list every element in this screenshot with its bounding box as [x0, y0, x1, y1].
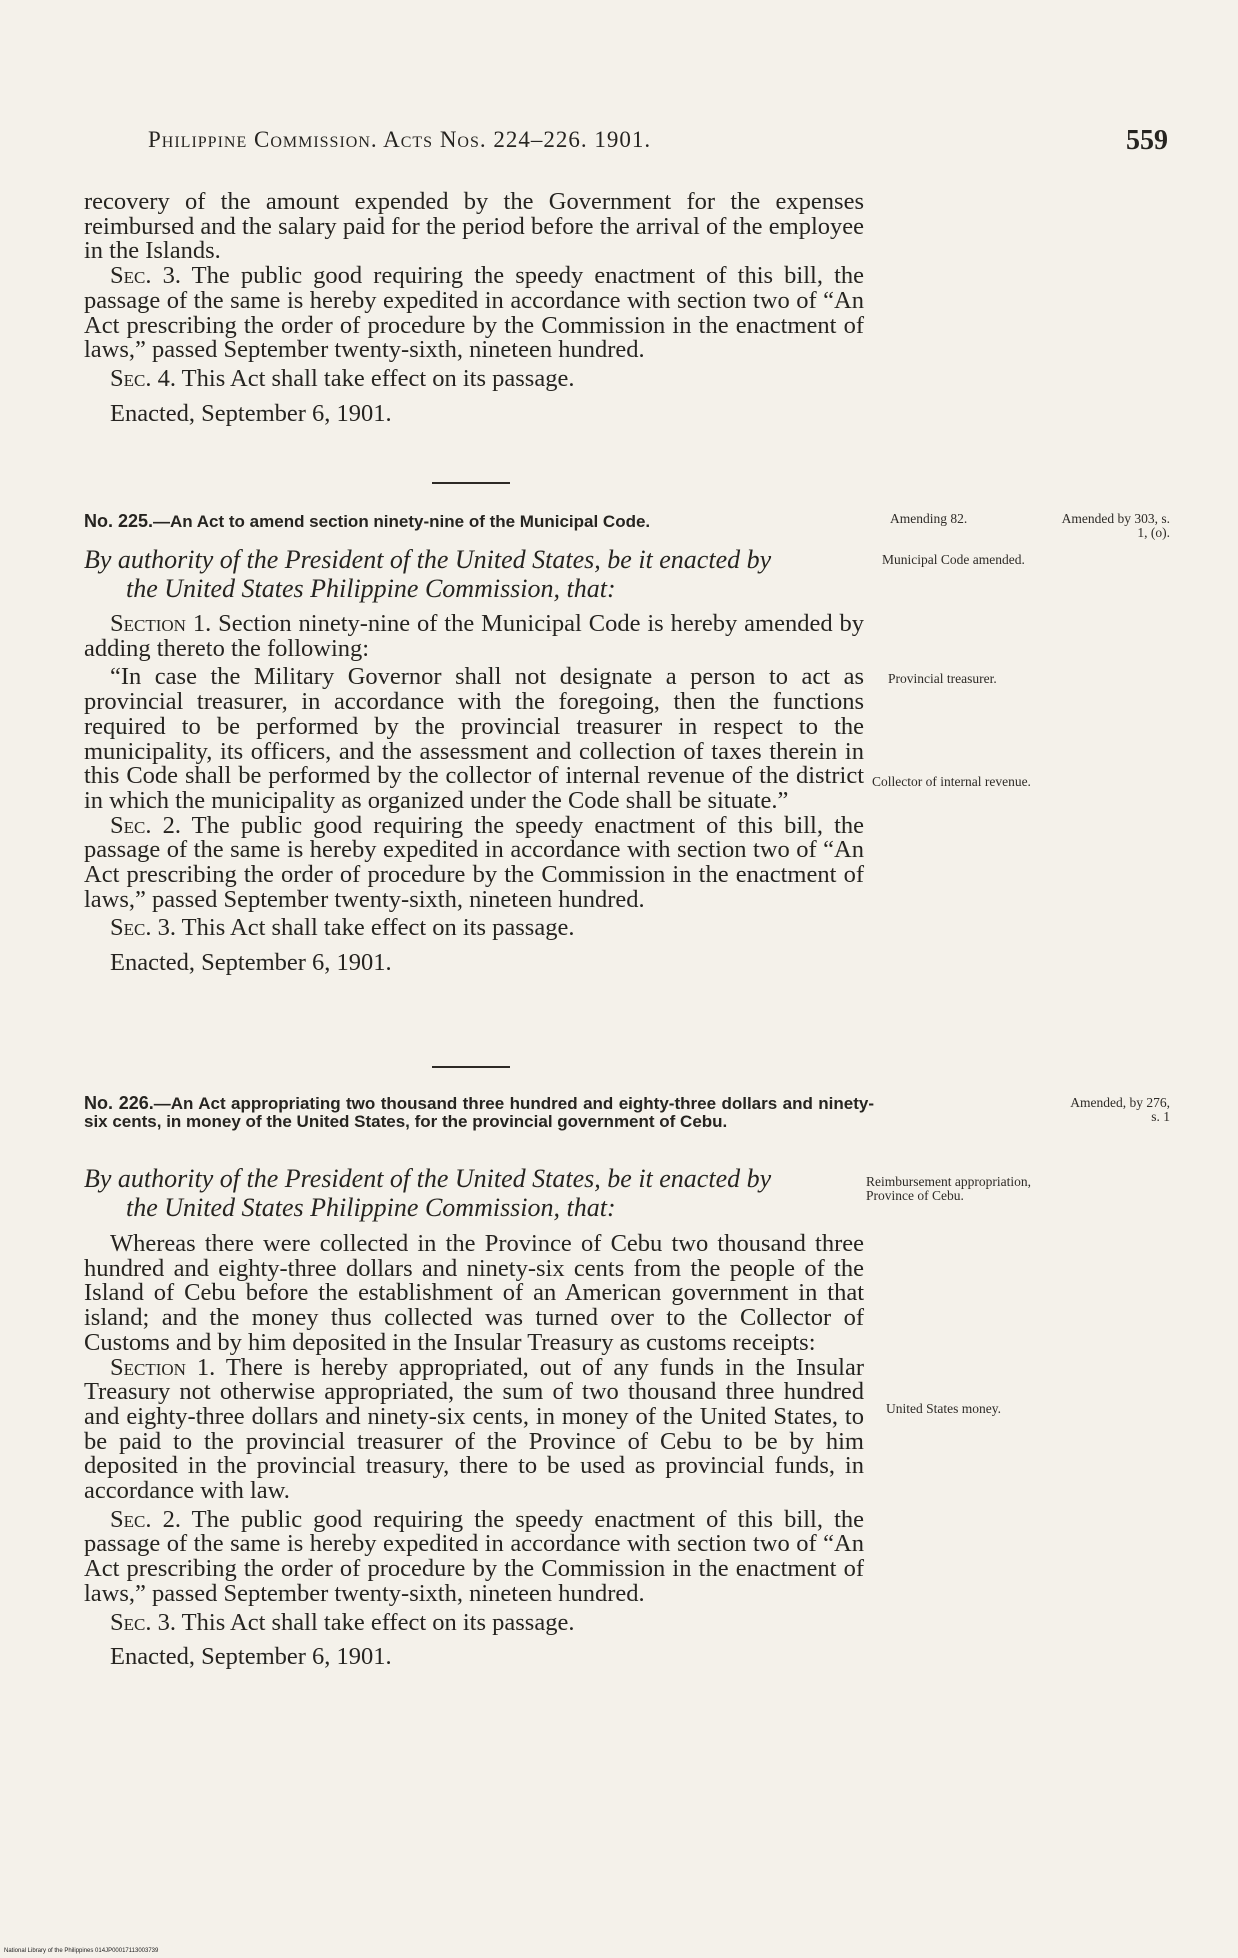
- act225-body: [84, 612, 864, 976]
- enacted-date: Enacted, September 6, 1901.: [110, 399, 392, 427]
- enacting-line-2: the United States Philippine Commission, that:: [126, 574, 616, 603]
- act225-sec3: [84, 916, 864, 941]
- act224-sec3: [84, 264, 864, 363]
- margin-note-amended-276: Amended, by 276, s. 1: [1070, 1095, 1170, 1124]
- margin-note-collector: Collector of internal revenue.: [872, 774, 1031, 789]
- act226-whereas: Whereas there were collected in the Province of Cebu two thousand three hundred and eighty-three dollars and ninety-six cents from the people of the Island of Cebu before the establishment of an American government in that island; and the money thus collected was turned over to the Collector of Customs and by him deposited in the Insular Treasury as customs receipts:: [84, 1230, 864, 1356]
- enacted-date: Enacted, September 6, 1901.: [110, 949, 392, 977]
- scan-credit: National Library of the Philippines 014JP00017113003739: [4, 1948, 159, 1954]
- act224-end: [84, 190, 864, 426]
- enacting-line-2: the United States Philippine Commission, that:: [126, 1193, 616, 1222]
- enacting-line-1: By authority of the President of the United States, be it enacted by: [84, 545, 772, 574]
- act-title-text: —An Act appropriating two thousand three hundred and eighty-three dollars and ninety-six cents, in money of the United States, for the provincial government of Cebu.: [84, 1094, 874, 1131]
- section-label: Sec. 3.: [110, 1608, 176, 1636]
- enacting-line-1: By authority of the President of the United States, be it enacted by: [84, 1164, 772, 1193]
- act224-sec4: [84, 364, 864, 392]
- continuation-paragraph: recovery of the amount expended by the Government for the expenses reimbursed and the salary paid for the period before the arrival of the employee in the Islands.: [84, 188, 864, 265]
- act-number: No. 226.: [84, 1093, 154, 1113]
- margin-note-reimbursement: Reimbursement appropriation, Province of Cebu.: [866, 1174, 1031, 1203]
- margin-note-amended-by: Amended by 303, s. 1, (o).: [1061, 511, 1170, 540]
- act225-sec1: [84, 612, 864, 661]
- enacted-date: Enacted, September 6, 1901.: [110, 1643, 392, 1671]
- section-divider: [432, 482, 510, 484]
- section-divider: [432, 1066, 510, 1068]
- running-head: Philippine Commission. Acts Nos. 224–226. 1901.: [148, 127, 652, 152]
- act225-sec2: [84, 811, 864, 913]
- margin-note-provincial-treasurer: Provincial treasurer.: [888, 671, 997, 686]
- act-title-text: —An Act to amend section ninety-nine of the Municipal Code.: [153, 512, 651, 531]
- act225-title: [84, 512, 874, 531]
- margin-note-us-money: United States money.: [886, 1401, 1001, 1416]
- section-label: Section 1.: [110, 610, 212, 637]
- act226-enacting-clause: [84, 1164, 874, 1222]
- section-text: The public good requiring the speedy enactment of this bill, the passage of the same is hereby expedited in accordance with section two of “An Act prescribing the order of procedure by the Commission in the enactment of laws,” passed September twenty-sixth, nineteen hundred.: [84, 1505, 864, 1607]
- section-label: Sec. 3.: [110, 262, 181, 290]
- act-number: No. 225.: [84, 511, 154, 531]
- act225-enacting-clause: [84, 545, 874, 603]
- section-label: Sec. 2.: [110, 1505, 181, 1533]
- section-label: Sec. 4.: [110, 364, 176, 392]
- section-text: Section ninety-nine of the Municipal Code is hereby amended by adding thereto the following:: [84, 610, 864, 662]
- section-label: Section 1.: [110, 1353, 216, 1381]
- act226-sec1: [84, 1353, 865, 1505]
- section-text: There is hereby appropriated, out of any funds in the Insular Treasury not otherwise appropriated, the sum of two thousand three hundred and eighty-three dollars and ninety-six cents, in money of the United States, to be paid to the provincial treasurer of the Province of Cebu to be by him deposited in the provincial treasury, there to be used as provincial funds, in accordance with law.: [84, 1353, 865, 1505]
- section-text: This Act shall take effect on its passage.: [175, 1608, 575, 1636]
- act226-sec3: [84, 1608, 864, 1636]
- margin-note-amending: Amending 82.: [890, 511, 968, 526]
- act225-quoted-amendment: “In case the Military Governor shall not designate a person to act as provincial treasurer, in accordance with the foregoing, then the functions required to be performed by the provincial treasurer in respect to the municipality, its officers, and the assessment and collection of taxes therein in this Code shall be performed by the collector of internal revenue of the district in which the municipality as organized under the Code shall be situate.”: [84, 663, 864, 814]
- section-text: The public good requiring the speedy enactment of this bill, the passage of the same is hereby expedited in accordance with section two of “An Act prescribing the order of procedure by the Commission in the enactment of laws,” passed September twenty-sixth, nineteen hundred.: [84, 262, 864, 364]
- act226-body: [84, 1232, 864, 1670]
- margin-note-municipal-code: Municipal Code amended.: [882, 552, 1025, 567]
- page-number: 559: [1126, 125, 1168, 156]
- section-label: Sec. 3.: [110, 914, 176, 942]
- section-text: The public good requiring the speedy enactment of this bill, the passage of the same is hereby expedited in accordance with section two of “An Act prescribing the order of procedure by the Commission in the enactment of laws,” passed September twenty-sixth, nineteen hundred.: [84, 811, 864, 913]
- running-header: [148, 125, 1168, 165]
- section-text: This Act shall take effect on its passage.: [175, 364, 575, 392]
- act226-title: [84, 1094, 874, 1131]
- section-label: Sec. 2.: [110, 811, 181, 839]
- act226-sec2: [84, 1505, 864, 1607]
- section-text: This Act shall take effect on its passage.: [175, 914, 575, 942]
